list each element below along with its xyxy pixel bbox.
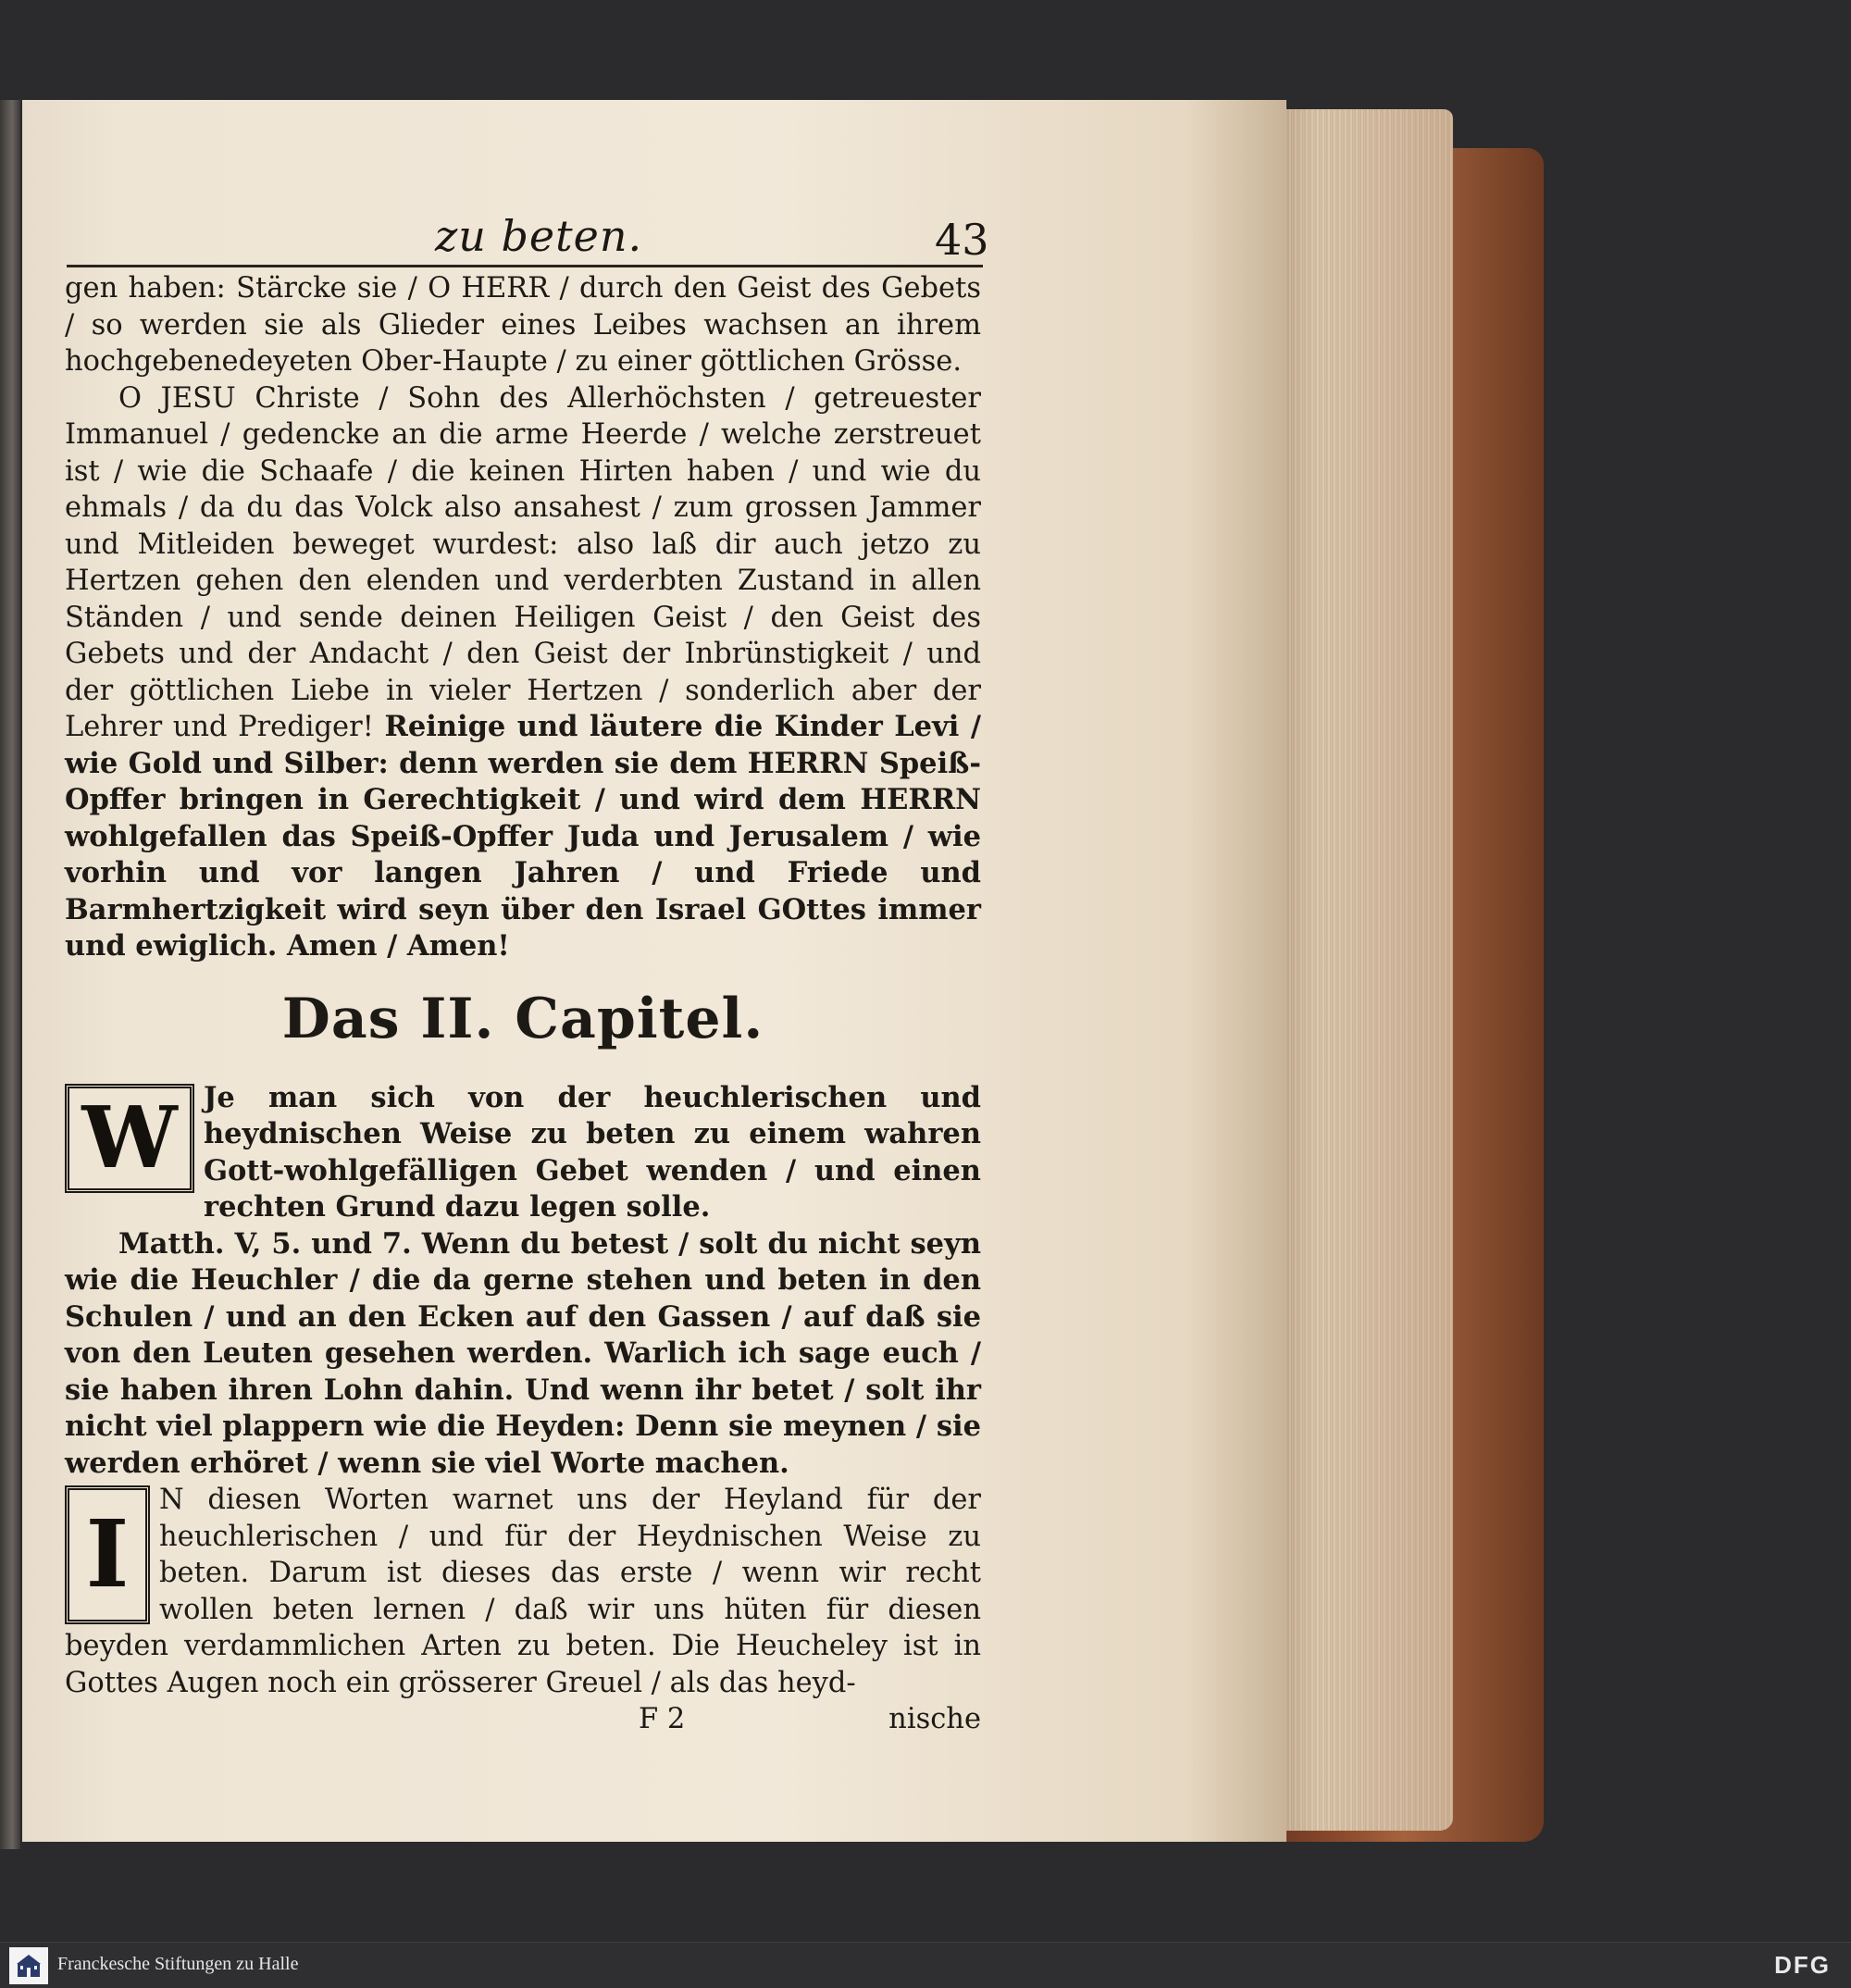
page-block-edge (1259, 109, 1453, 1831)
body-paragraph (65, 1482, 981, 1701)
institution-name[interactable]: Franckesche Stiftungen zu Halle (57, 1954, 299, 1974)
page-number: 43 (935, 215, 989, 265)
catchword: nische (888, 1703, 981, 1735)
facing-page-edge (0, 100, 20, 1849)
viewer-footer (0, 1942, 1851, 1988)
orphanage-building-icon[interactable] (9, 1947, 48, 1984)
header-rule (67, 265, 983, 267)
paragraph-prayer-levi: Reinige und läutere die Kinder Levi / wie Gold und Silber: denn werden sie dem HERRN Speiß-Opffer bringen in Gerechtigkeit / und wird dem HERRN wohlgefallen das Speiß-Opffer Juda und Jerusalem / wie vorhin und vor langen Jahren / und Friede und Barmhertzigkeit wird seyn über den Israel GOttes immer und ewiglich. Amen / Amen! (65, 710, 982, 963)
paragraph-prayer-jesu-text: O JESU Christe / Sohn des Allerhöchsten / getreuester Immanuel / gedencke an die arme Heerde / welche zerstreuet ist / wie die Schaafe / die keinen Hirten haben / und wie du ehmals / da du das Volck also ansahest / zum grossen Jammer und Mitleiden beweget wurdest: also laß dir auch jetzo zu Hertzen gehen den elenden und verderbten Zustand in allen Ständen / und sende deinen Heiligen Geist / den Geist des Gebets und der Andacht / den Geist der Inbrünstigkeit / und der göttlichen Liebe in vieler Hertzen / sonderlich aber der Lehrer und Prediger! (65, 381, 981, 743)
scripture-quote: Matth. V, 5. und 7. Wenn du betest / solt du nicht seyn wie die Heuchler / die da gerne stehen und beten in den Schulen / und an den Ecken auf den Gassen / auf daß sie von den Leuten gesehen werden. Warlich ich sage euch / sie haben ihren Lohn dahin. Und wenn ihr betet / solt ihr nicht viel plappern wie die Heyden: Denn sie meynen / sie werden erhöret / wenn sie viel Worte machen. (65, 1226, 981, 1480)
decorated-initial-i: I (65, 1485, 150, 1624)
decorated-initial-w: W (65, 1084, 194, 1193)
chapter-heading: Das II. Capitel. (281, 986, 764, 1051)
dfg-logo[interactable]: DFG (1774, 1951, 1831, 1979)
chapter-summary-text: Je man sich von der heuchlerischen und heydnischen Weise zu beten zu einem wahren Gott-wohlgefälligen Gebet wenden / und einen rechten Grund dazu legen solle. (204, 1080, 981, 1224)
paragraph-prayer-continuation: gen haben: Stärcke sie / O HERR / durch den Geist des Gebets / so werden sie als Glieder eines Leibes wachsen an ihrem hochgebenedeyeten Ober-Haupte / zu einer göttlichen Grösse. (65, 272, 981, 378)
text-block (65, 270, 981, 1738)
page-foot (65, 1701, 981, 1738)
body-paragraph-text: N diesen Worten warnet uns der Heyland für der heuchlerischen / und für der Heydnischen Weise zu beten. Darum ist dieses das erste / wenn wir recht wollen beten lernen / daß wir uns hüten für diesen beyden verdammlichen Arten zu beten. Die Heucheley ist in Gottes Augen noch ein grösserer Greuel / als das heyd- (65, 1484, 981, 1699)
running-head: zu beten. (435, 211, 643, 261)
chapter-summary (65, 1080, 981, 1226)
paragraph-prayer-jesu (65, 380, 981, 965)
signature-mark: F 2 (639, 1703, 686, 1735)
